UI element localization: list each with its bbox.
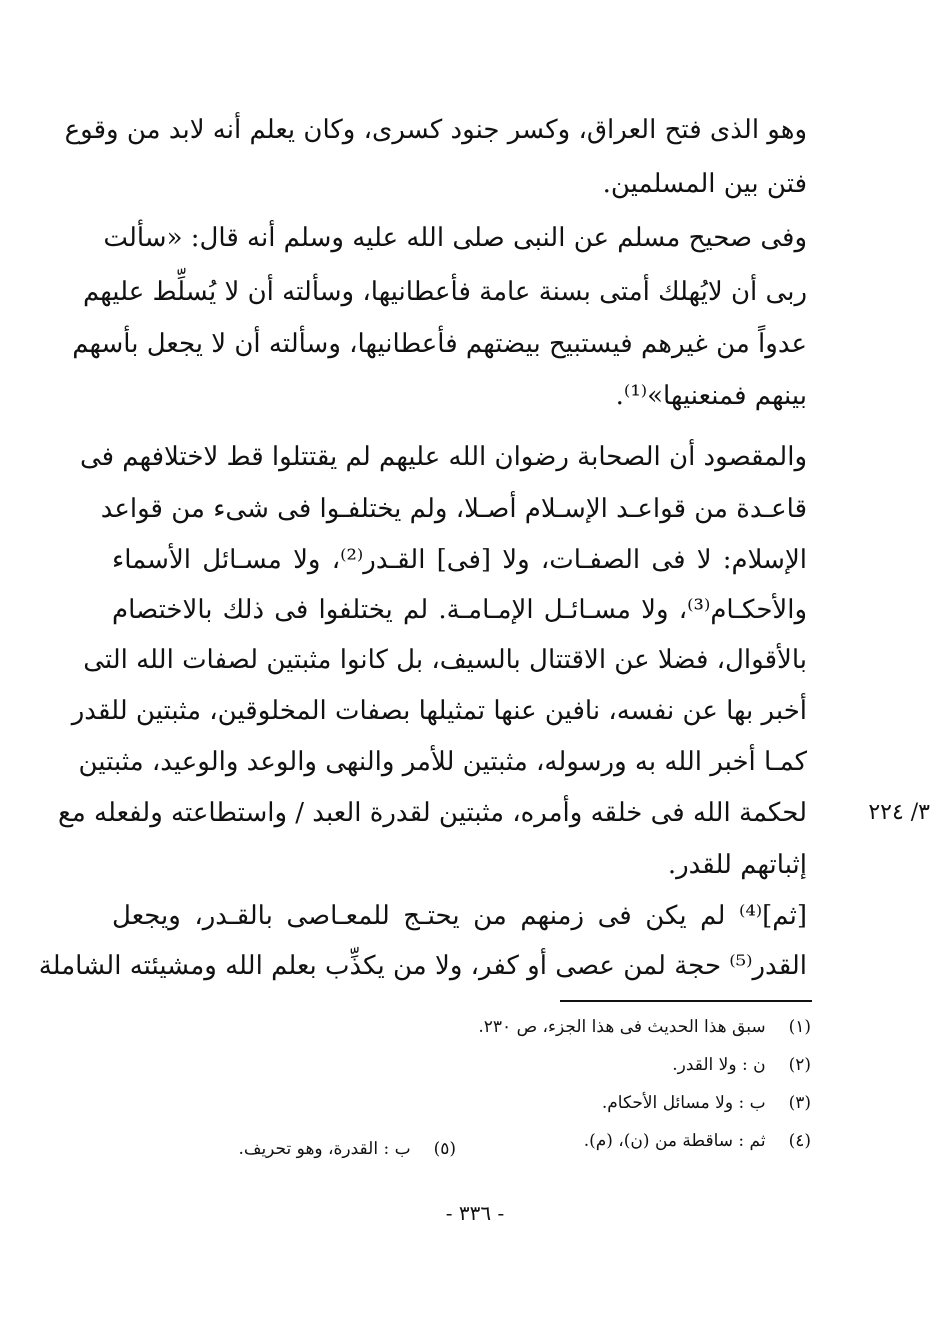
body-line-7: والمقصود أن الصحابة رضوان الله عليهم لم يقتتلوا قط لاختلافهم فى [79, 442, 807, 472]
footnote-1 [478, 1014, 811, 1040]
body-line-16: [ثم]⁽⁴⁾ لم يكن فى زمنهم من يحتـج للمعـاصى بالقـدر، ويجعل [112, 901, 807, 931]
footnote-divider [560, 1000, 812, 1002]
body-line-11: بالأقوال، فضلا عن الاقتتال بالسيف، بل كانوا مثبتين لصفات الله التى [83, 645, 807, 675]
margin-page-reference: ٣/ ٢٢٤ [868, 800, 930, 825]
footnote-3 [602, 1090, 811, 1116]
footnote-text: ن : ولا القدر. [672, 1055, 766, 1075]
footnote-text: ب : ولا مسائل الأحكام. [601, 1093, 766, 1113]
footnote-text: ثم : ساقطة من (ن)، (م). [583, 1131, 766, 1151]
footnote-2 [672, 1052, 811, 1078]
footnote-number: (٤) [788, 1131, 811, 1151]
body-line-9: الإسلام: لا فى الصفـات، ولا [فى] القـدر⁽²⁾، ولا مسـائل الأسماء [112, 545, 808, 575]
footnote-4 [584, 1128, 811, 1154]
body-line-17: القدر⁽⁵⁾ حجة لمن عصى أو كفر، ولا من يكذِّب بعلم الله ومشيئته الشاملة [38, 951, 807, 981]
body-line-6: بينهم فمنعنيها»⁽¹⁾. [615, 381, 807, 411]
body-line-13: كمـا أخبر الله به ورسوله، مثبتين للأمر والنهى والوعد والوعيد، مثبتين [78, 747, 807, 777]
footnote-text: ب : القدرة، وهو تحريف. [238, 1139, 411, 1159]
body-line-4: ربى أن لايُهلك أمتى بسنة عامة فأعطانيها، وسألته أن لا يُسلِّط عليهم [82, 277, 807, 307]
body-line-14: لحكمة الله فى خلقه وأمره، مثبتين لقدرة العبد / واستطاعته ولفعله مع [58, 798, 807, 828]
footnote-number: (٢) [788, 1055, 811, 1075]
page-number: - ٣٣٦ - [445, 1201, 505, 1225]
footnote-number: (٥) [433, 1139, 456, 1159]
footnote-number: (٣) [788, 1093, 811, 1113]
footnote-5 [238, 1136, 456, 1162]
footnote-text: سبق هذا الحديث فى هذا الجزء، ص ٢٣٠. [478, 1017, 766, 1037]
body-line-1: وهو الذى فتح العراق، وكسر جنود كسرى، وكان يعلم أنه لابد من وقوع [64, 115, 807, 145]
body-line-3: وفى صحيح مسلم عن النبى صلى الله عليه وسلم أنه قال: «سألت [103, 223, 807, 253]
body-line-2: فتن بين المسلمين. [602, 169, 807, 199]
body-line-10: والأحكـام⁽³⁾، ولا مسـائـل الإمـامـة. لم يختلفوا فى ذلك بالاختصام [112, 595, 807, 625]
body-line-15: إثباتهم للقدر. [667, 850, 807, 880]
body-line-8: قاعـدة من قواعـد الإسـلام أصـلا، ولم يختلفـوا فى شىء من قواعد [100, 494, 807, 524]
footnote-number: (١) [788, 1017, 811, 1037]
body-line-12: أخبر بها عن نفسه، نافين عنها تمثيلها بصفات المخلوقين، مثبتين للقدر [71, 696, 807, 726]
body-line-5: عدواً من غيرهم فيستبيح بيضتهم فأعطانيها، وسألته أن لا يجعل بأسهم [72, 329, 807, 359]
